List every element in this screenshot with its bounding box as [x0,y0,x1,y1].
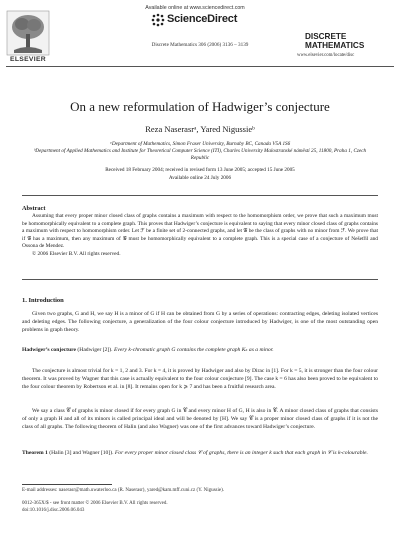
elsevier-tree-icon [6,10,50,56]
intro-paragraph-1: Given two graphs, G and H, we say H is a minor of G if H can be obtained from G by a series of operations: contracting edges, deleting isolated vertices and deleting edges. The following conjecture, a generalization of the four colour conjecture introduced by Hadwiger, is one of the most outstanding open problems in graph theory. [22,311,378,333]
sciencedirect-logo [150,11,260,29]
abstract-bottom-rule [22,279,378,280]
front-matter-notice [22,501,378,514]
intro-paragraph-3: We say a class 𝒞 of graphs is minor closed if for every graph G in 𝒞 and every minor H of G, H is also in 𝒞. A minor closed class of graphs that consists of only a graph H and all of its minors is called principal ideal and will be denoted by [H]. We say 𝒞 is a proper minor closed class of graphs if it is not the class of all graphs. The following theorem of Halin (and also Wagner) was one of the first advances toward Hadwiger’s conjecture. [22,408,378,430]
received-dates: Received 18 February 2004; received in revised form 13 June 2005; accepted 15 June 2005 [105,167,295,173]
section-heading-introduction: 1. Introduction [22,297,64,304]
abstract-text: Assuming that every proper minor closed class of graphs contains a maximum with respect to the homomorphism order, we prove that such a maximum must be homomorphically equivalent to a complete graph. This proves that Hadwiger’s conjecture is equivalent to saying that every minor closed class of graphs contains a maximum with respect to homomorphism order. Let ℱ be a finite set of 2-connected graphs, and let 𝒢 be the class of graphs with no minor from ℱ. We prove that if 𝒢 has a maximum, then any maximum of 𝒢 must be homomorphically equivalent to a complete graph. This is a special case of a conjecture of Nešetřil and Ossona de Mendez. [22,213,378,250]
journal-title [305,32,395,50]
affiliation-b: ᵇDepartment of Applied Mathematics and Institute for Theoretical Computer Science (ITI), Charles University Malostranské náměstí 25, 11800, Praha 1, Czech Republic [33,148,367,161]
abstract-heading: Abstract [22,205,46,212]
theorem-label: Theorem 1 [22,450,48,456]
theorem-1 [22,449,378,457]
journal-url[interactable]: www.elsevier.com/locate/disc [297,53,355,58]
publisher-name: ELSEVIER [9,56,47,63]
abstract-top-rule [22,195,378,196]
hadwiger-conjecture-statement [22,346,378,354]
doi-line[interactable]: doi:10.1016/j.disc.2006.06.043 [22,507,85,513]
abstract-copyright: © 2006 Elsevier B.V. All rights reserved. [32,250,121,257]
affiliation-a: ᵃDepartment of Mathematics, Simon Fraser University, Burnaby BC, Canada V5A 1S6 [109,141,291,147]
issn-line: 0012-365X/$ - see front matter © 2006 Elsevier B.V. All rights reserved. [22,501,168,506]
abstract-body [22,213,378,259]
intro-paragraph-2: The conjecture is almost trivial for k = 1, 2 and 3. For k = 4, it is proved by Hadwiger and also by Dirac in [1]. For k = 5, it is stronger than the four colour theorem. It was proved by Wagner that this case is actually equivalent to the four colour conjecture [9]. The case k = 6 has also been proved to be equivalent to the four colour theorem by Robertson et al. in [8]. It remains open for k ⩾ 7 and has been a fruitful research area. [22,368,378,390]
article-title: On a new reformulation of Hadwiger’s conjecture [70,99,330,114]
theorem-text: For every proper minor closed class 𝒞 of graphs, there is an integer k such that each graph in 𝒞 is k-colourable. [114,450,368,456]
header-rule [6,66,394,67]
conjecture-label: Hadwiger’s conjecture [22,347,77,353]
footnote-rule [22,484,112,485]
elsevier-tree-logo [6,10,50,56]
sciencedirect-wordmark: ScienceDirect [167,13,238,25]
online-availability-note: Available online at www.sciencedirect.com [145,5,245,11]
conjecture-text: Every k-chromatic graph G contains the complete graph Kₖ as a minor. [113,347,274,353]
author-emails: E-mail addresses: naserasr@math.uwaterloo.ca (R. Naserasr), yared@kam.mff.cuni.cz (Y. Nigussie). [22,488,225,493]
journal-title-line2: MATHEMATICS [305,41,365,50]
sciencedirect-mark-icon [150,12,166,28]
theorem-reference: (Halin [3] and Wagner [10]). [49,450,114,456]
journal-title-line1: DISCRETE [305,32,347,41]
available-date: Available online 24 July 2006 [168,175,232,181]
article-authors: Reza Naserasrᵃ, Yared Nigussieᵇ [145,124,255,134]
journal-citation: Discrete Mathematics 306 (2006) 3136 – 3139 [151,42,249,48]
conjecture-reference: (Hadwiger [2]). [77,347,113,353]
